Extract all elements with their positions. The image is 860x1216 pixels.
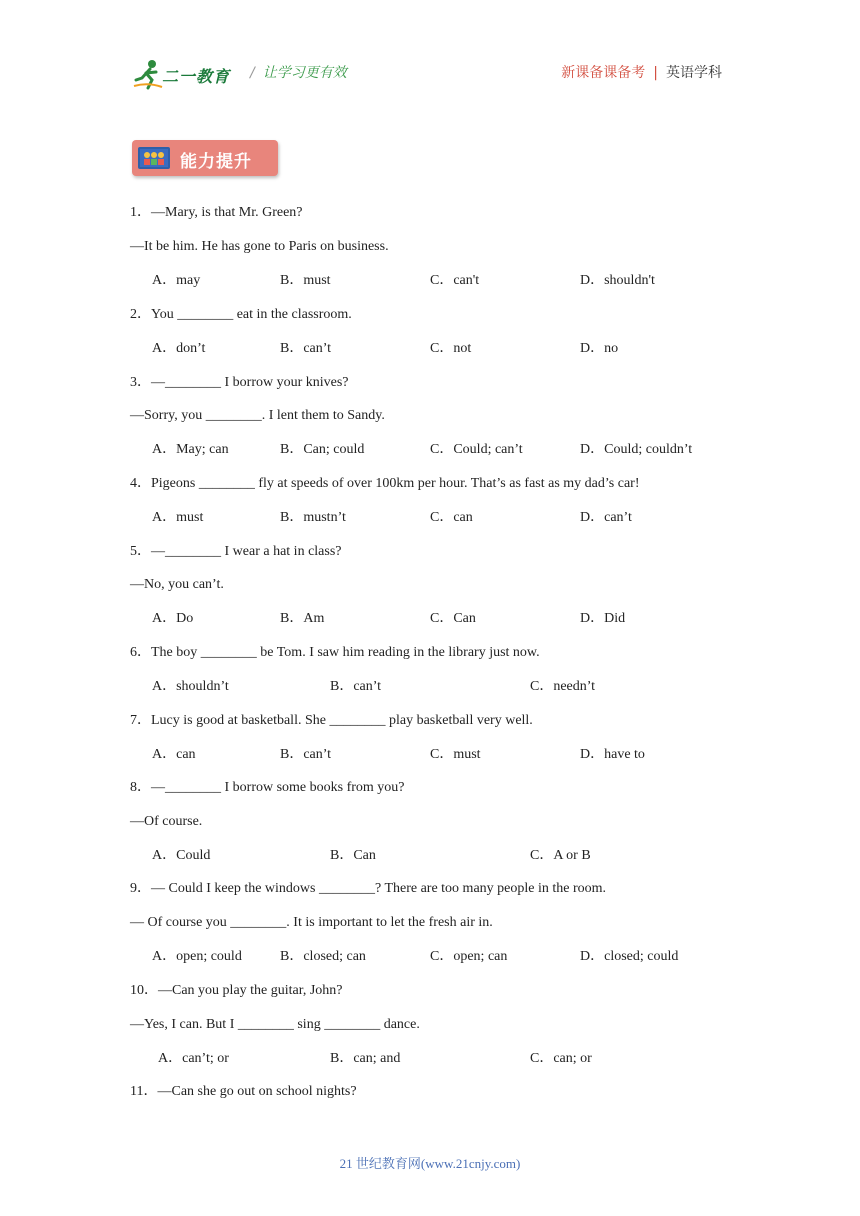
question-stem: 7．Lucy is good at basketball. She ________ play basketball very well.: [130, 713, 533, 728]
header-subject-label: 英语学科: [666, 65, 722, 81]
answer-option: B．Am: [280, 611, 325, 626]
question-stem: 9．— Could I keep the windows ________? There are too many people in the room.: [130, 881, 607, 896]
question-stem: 11．—Can she go out on school nights?: [130, 1084, 357, 1099]
question-line: —Of course.: [130, 814, 203, 829]
answer-option: D．closed; could: [580, 949, 679, 964]
logo-text: 二一教育: [162, 67, 231, 86]
slogan: [250, 62, 347, 82]
answer-option: B．can’t: [280, 341, 332, 356]
section-title: 能力提升: [180, 152, 252, 172]
answer-option: C．open; can: [430, 949, 508, 964]
answer-option: A．must: [152, 510, 204, 525]
answer-option: C．can; or: [530, 1051, 592, 1066]
header-course-label: 新课备课备考: [561, 65, 646, 81]
slogan-divider: /: [250, 65, 255, 81]
answer-option: C．not: [430, 341, 472, 356]
question-stem: 1．—Mary, is that Mr. Green?: [130, 205, 303, 220]
answer-option: D．Could; couldn’t: [580, 442, 693, 457]
answer-option: A．shouldn’t: [152, 679, 229, 694]
question-line: — Of course you ________. It is important to let the fresh air in.: [130, 915, 493, 930]
answer-option: A．may: [152, 273, 201, 288]
answer-option: D．Did: [580, 611, 626, 626]
answer-option: C．needn’t: [530, 679, 596, 694]
answer-option: B．closed; can: [280, 949, 366, 964]
section-badge: [132, 140, 278, 176]
slogan-text: 让学习更有效: [262, 65, 347, 81]
answer-option: A．Do: [152, 611, 194, 626]
page-footer: 21 世纪教育网(www.21cnjy.com): [339, 1156, 521, 1171]
question-stem: 4．Pigeons ________ fly at speeds of over 100km per hour. That’s as fast as my dad’s car!: [130, 476, 640, 491]
page-header: [0, 0, 860, 100]
question-stem: 10．—Can you play the guitar, John?: [130, 983, 343, 998]
header-divider: |: [653, 65, 658, 81]
answer-option: B．can’t: [280, 747, 332, 762]
question-line: —Sorry, you ________. I lent them to Sandy.: [130, 408, 385, 423]
answer-option: A．Could: [152, 848, 211, 863]
answer-option: B．Can; could: [280, 442, 365, 457]
question-stem: 6．The boy ________ be Tom. I saw him reading in the library just now.: [130, 645, 540, 660]
question-stem: 3．—________ I borrow your knives?: [130, 375, 349, 390]
answer-option: D．shouldn't: [580, 273, 655, 288]
runner-logo-icon: [132, 58, 164, 90]
answer-option: A．don’t: [152, 341, 206, 356]
question-stem: 2．You ________ eat in the classroom.: [130, 307, 352, 322]
question-line: —It be him. He has gone to Paris on business.: [130, 239, 389, 254]
answer-option: A．open; could: [152, 949, 242, 964]
answer-option: B．can’t: [330, 679, 382, 694]
answer-option: C．can't: [430, 273, 480, 288]
header-subject: [561, 62, 722, 82]
question-line: —Yes, I can. But I ________ sing ________ dance.: [130, 1017, 420, 1032]
question-line: —No, you can’t.: [130, 577, 224, 592]
answer-option: A．can: [152, 747, 196, 762]
answer-option: C．can: [430, 510, 473, 525]
answer-option: D．can’t: [580, 510, 632, 525]
question-stem: 8．—________ I borrow some books from you?: [130, 780, 405, 795]
answer-option: D．have to: [580, 747, 645, 762]
answer-option: C．A or B: [530, 848, 591, 863]
answer-option: B．mustn’t: [280, 510, 346, 525]
answer-option: A．can’t; or: [158, 1051, 229, 1066]
answer-option: C．must: [430, 747, 481, 762]
answer-option: C．Could; can’t: [430, 442, 523, 457]
question-stem: 5．—________ I wear a hat in class?: [130, 544, 342, 559]
answer-option: B．can; and: [330, 1051, 401, 1066]
answer-option: D．no: [580, 341, 619, 356]
answer-option: B．must: [280, 273, 331, 288]
answer-option: A．May; can: [152, 442, 229, 457]
classroom-icon: [138, 147, 170, 169]
answer-option: B．Can: [330, 848, 376, 863]
answer-option: C．Can: [430, 611, 476, 626]
logo: [132, 58, 244, 90]
